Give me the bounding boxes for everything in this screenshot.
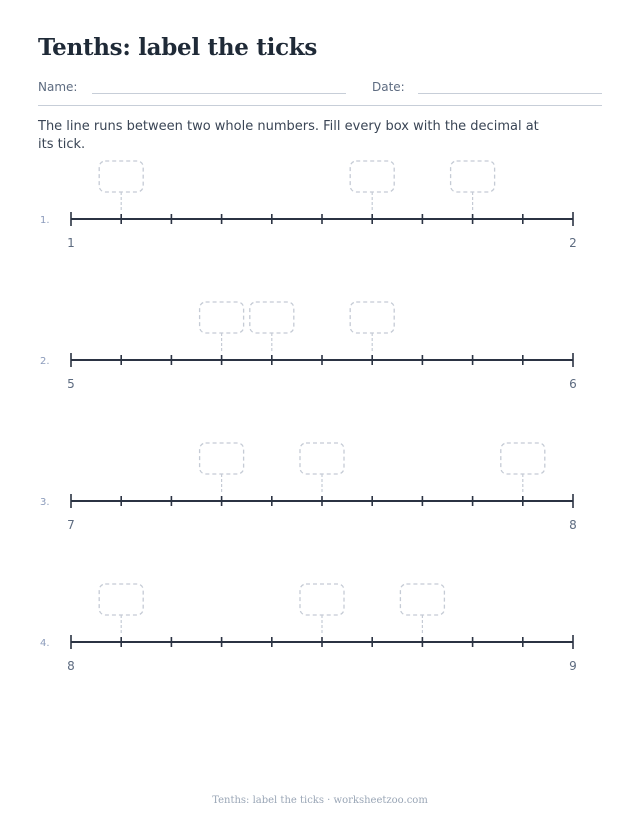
end-label: 8 bbox=[569, 518, 577, 532]
end-label: 9 bbox=[569, 659, 577, 673]
end-label: 6 bbox=[569, 377, 577, 391]
answer-box[interactable] bbox=[200, 443, 244, 474]
answer-box[interactable] bbox=[200, 302, 244, 333]
worksheet-title: Tenths: label the ticks bbox=[38, 34, 318, 61]
answer-box[interactable] bbox=[300, 443, 344, 474]
answer-box[interactable] bbox=[250, 302, 294, 333]
answer-box[interactable] bbox=[400, 584, 444, 615]
start-label: 7 bbox=[67, 518, 75, 532]
answer-box[interactable] bbox=[99, 584, 143, 615]
answer-box[interactable] bbox=[99, 161, 143, 192]
answer-box[interactable] bbox=[300, 584, 344, 615]
problem-number: 3. bbox=[40, 497, 50, 508]
problem-number: 4. bbox=[40, 638, 50, 649]
answer-box[interactable] bbox=[350, 302, 394, 333]
answer-box[interactable] bbox=[451, 161, 495, 192]
problem-number: 1. bbox=[40, 215, 50, 226]
answer-box[interactable] bbox=[350, 161, 394, 192]
date-label: Date: bbox=[372, 80, 405, 94]
problem-number: 2. bbox=[40, 356, 50, 367]
start-label: 1 bbox=[67, 236, 75, 250]
start-label: 5 bbox=[67, 377, 75, 391]
end-label: 2 bbox=[569, 236, 577, 250]
start-label: 8 bbox=[67, 659, 75, 673]
instructions: The line runs between two whole numbers. Fill every box with the decimal at its tick. bbox=[38, 119, 539, 152]
footer: Tenths: label the ticks · worksheetzoo.com bbox=[212, 795, 428, 806]
answer-box[interactable] bbox=[501, 443, 545, 474]
name-label: Name: bbox=[38, 80, 78, 94]
